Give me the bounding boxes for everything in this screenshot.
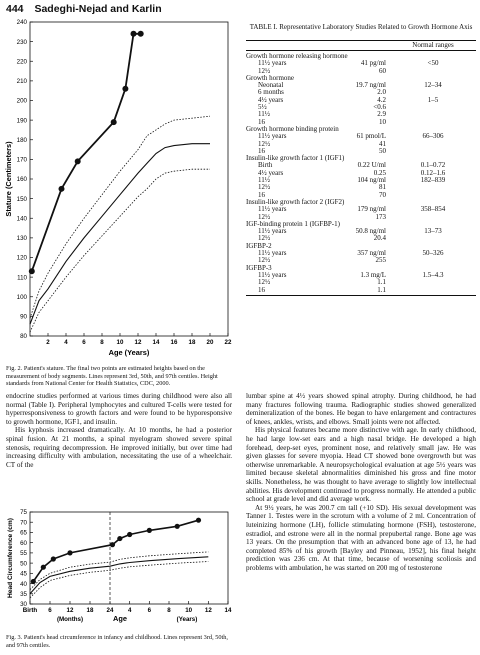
y-tick-label: 75	[20, 509, 27, 517]
x-tick-label: 18	[86, 607, 94, 614]
page-number: 444	[6, 3, 24, 15]
x-axis-label: Age (Years)	[108, 348, 150, 357]
table-cell-value: 1.3 mg/L	[360, 270, 386, 279]
y-tick-label: 130	[16, 235, 27, 243]
table-cell-normal-range: 1.5–4.3	[422, 270, 444, 279]
y-tick-label: 120	[16, 254, 27, 262]
figure-3	[4, 508, 232, 633]
y-tick-label: 220	[16, 58, 27, 66]
x-tick-label: Birth	[22, 607, 38, 614]
x-tick-label: 12	[204, 607, 212, 614]
table-cell-label: 11½	[258, 176, 270, 185]
x-tick-label: 24	[106, 607, 114, 614]
table-cell-value: 81	[379, 183, 386, 192]
table-cell-label: 16	[258, 285, 265, 294]
x-tick-label: 14	[152, 339, 160, 346]
running-authors: Sadeghi-Nejad and Karlin	[34, 3, 162, 15]
data-point	[127, 532, 132, 537]
paragraph: At 9½ years, he was 200.7 cm tall (+10 SD). His sexual development was Tanner 1. Testes were in the scrotum with a volume of 2 ml. Concentration of luteinizing hormone (LH), follicle stimulating hormone (FSH), testosterone, estradiol, and estrone were all in the normal prepubertal range. Bone age was 13 years. On the presumption that with an advanced bone age of 13, he had completed 85% of his growth [Bayley and Pinneau, 1952], his final height prediction was 236 cm. At that time, because of worsening scoliosis and problems with ambulation, he was started on 200 mg of testosterone	[246, 503, 476, 572]
x-tick-label: 18	[188, 339, 196, 346]
table-cell-value: 1.1	[377, 278, 386, 287]
table-cell-normal-range: 182–839	[420, 176, 446, 185]
paragraph: His kyphosis increased dramatically. At 10 months, he had a posterior spinal fusion. At 21 months, a spinal myelogram showed severe spinal stenosis, requiring decompression. He improved initially, but over time had increasing difficulty with ambulation, necessitating the use of a wheelchair. CT of the	[6, 426, 232, 469]
table-cell-value: 10	[379, 117, 386, 126]
y-tick-label: 65	[20, 529, 27, 537]
table-cell-value: 20.4	[373, 234, 386, 243]
table-cell-label: IGFBP-3	[246, 263, 272, 272]
table-cell-value: 255	[375, 256, 386, 265]
table-row	[246, 111, 476, 118]
table-bottom-rule	[246, 295, 476, 296]
table-cell-label: 12½	[258, 256, 271, 265]
y-tick-label: 80	[20, 333, 27, 341]
table-row	[246, 206, 476, 213]
head-circumference-chart	[4, 508, 232, 633]
figure-2-caption: Fig. 2. Patient's stature. The final two points are estimated heights based on the measurement of body segments. Lines represent 3rd, 50th, and 97th centiles. Height standards from National Center for Health Statistics, CDC, 2000.	[6, 365, 218, 388]
x-axis-label: Age	[113, 614, 127, 623]
table-cell-label: 16	[258, 190, 265, 199]
table-row	[246, 250, 476, 257]
y-tick-label: 160	[16, 176, 27, 184]
table-cell-value: 104 ng/ml	[357, 176, 386, 185]
table-cell-normal-range: 13–73	[424, 227, 442, 236]
table-cell-label: Insulin-like growth factor 1 (IGF1)	[246, 154, 345, 163]
paragraph: lumbar spine at 4½ years showed spinal atrophy. During childhood, he had many fractures following trauma. Radiographic studies showed generalized demineralization of the bones. He began to have enlargement and contractures of knees, ankles, wrists, and elbows. Small joints were not affected.	[246, 392, 476, 426]
table-cell-value: 41 pg/ml	[360, 59, 386, 68]
table-cell-normal-range: 0.12–1.6	[420, 168, 446, 177]
data-point	[147, 528, 152, 533]
plot-frame	[30, 512, 228, 604]
table-cell-label: Growth hormone binding protein	[246, 124, 339, 133]
table-row	[246, 279, 476, 286]
y-tick-label: 100	[16, 293, 27, 301]
y-tick-label: 230	[16, 38, 27, 46]
table-cell-label: 11½	[258, 110, 270, 119]
table-cell-value: 0.22 U/ml	[357, 161, 386, 170]
table-cell-label: 12½	[258, 139, 271, 148]
table-cell-value: 179 ng/ml	[357, 205, 386, 214]
table-cell-normal-range: 0.1–0.72	[420, 161, 446, 170]
column-normal-ranges: Normal ranges	[412, 41, 454, 49]
table-cell-normal-range: 12–34	[424, 81, 442, 90]
table-row	[246, 104, 476, 111]
y-tick-label: 240	[16, 19, 27, 27]
x-tick-label: 2	[46, 339, 50, 346]
y-tick-label: 140	[16, 215, 27, 223]
table-cell-value: 4.2	[377, 95, 386, 104]
centile-97-line	[30, 116, 210, 318]
y-tick-label: 60	[20, 539, 27, 547]
table-cell-value: 61 pmol/L	[356, 132, 386, 141]
y-tick-label: 110	[17, 274, 27, 282]
table-cell-label: Growth hormone	[246, 73, 295, 82]
table-row	[246, 133, 476, 140]
y-tick-label: 210	[16, 78, 27, 86]
table-cell-label: 4½ years	[258, 95, 284, 104]
y-tick-label: 30	[20, 601, 27, 609]
table-title: TABLE I. Representative Laboratory Studies Related to Growth Hormone Axis	[249, 23, 473, 31]
table-cell-value: 50	[379, 146, 386, 155]
table-cell-label: 12½	[258, 234, 271, 243]
table-row	[246, 228, 476, 235]
centile-3-line	[30, 169, 210, 332]
table-cell-label: 12½	[258, 212, 271, 221]
data-point	[122, 86, 128, 92]
table-cell-label: 12½	[258, 278, 271, 287]
stature-chart	[4, 18, 232, 363]
table-cell-normal-range: 66–306	[422, 132, 444, 141]
table-cell-label: 12½	[258, 66, 271, 75]
data-point	[110, 542, 115, 547]
y-tick-label: 35	[20, 590, 27, 598]
table-cell-label: 16	[258, 117, 265, 126]
table-cell-normal-range: <50	[427, 59, 439, 68]
table-cell-value: 50.8 ng/ml	[355, 227, 386, 236]
paragraph: endocrine studies performed at various times during childhood were also all normal (Table I). Peripheral lymphocytes and cultured T-cells were tested for hyperresponsiveness to growth factors and were found to be hyporesponsive to growth hormone, IGF1, and insulin.	[6, 392, 232, 426]
table-cell-value: 2.0	[377, 88, 386, 97]
table-cell-normal-range: 358–854	[420, 205, 446, 214]
table-row	[246, 141, 476, 148]
centile-3-line	[30, 562, 208, 598]
data-point	[51, 556, 56, 561]
data-point	[31, 579, 36, 584]
centile-50-line	[30, 557, 208, 594]
table-cell-label: IGFBP-2	[246, 241, 272, 250]
table-cell-label: 11½ years	[258, 205, 287, 214]
data-point	[131, 31, 137, 37]
table-cell-value: 173	[375, 212, 386, 221]
table-cell-label: 11½ years	[258, 270, 287, 279]
x-tick-label: 16	[170, 339, 178, 346]
x-tick-label: 12	[134, 339, 142, 346]
paragraph: His physical features became more distinctive with age. In early childhood, he had large low-set ears and a high nasal bridge. He developed a high forehead, deep-set eyes, prominent nose, and relatively small jaw. He was given glasses for severe myopia. Head CT showed bone overgrowth but was otherwise unremarkable. A neuropsychological evaluation at age 5½ years was limited because skeletal abnormalities diminished his gross and fine motor skills. Nonetheless, he was thought to have average to slightly low intellectual abilities. His development continued to progress normally. He attended a public school at grade level and did average work.	[246, 426, 476, 504]
table-cell-label: Growth hormone releasing hormone	[246, 52, 348, 60]
table-row	[246, 287, 476, 294]
x-tick-label: 6	[147, 607, 152, 614]
y-axis-label: Head Circumference (cm)	[7, 518, 14, 598]
x-tick-label: 8	[100, 339, 104, 346]
data-point	[67, 550, 72, 555]
table-row	[246, 272, 476, 279]
table-cell-label: 5½	[258, 103, 267, 112]
figure-2	[4, 18, 232, 363]
centile-50-line	[30, 144, 210, 325]
x-tick-label: 6	[48, 607, 52, 614]
table-cell-label: 12½	[258, 183, 271, 192]
y-tick-label: 40	[20, 580, 27, 588]
x-tick-label: 12	[66, 607, 74, 614]
table-cell-normal-range: 50–326	[422, 249, 444, 258]
table-row	[246, 184, 476, 191]
table-column-header	[246, 41, 476, 50]
data-point	[75, 158, 81, 164]
y-tick-label: 190	[16, 117, 27, 125]
table-cell-value: <0.6	[373, 103, 386, 112]
x-tick-label: 4	[64, 339, 68, 346]
table-cell-label: 16	[258, 146, 265, 155]
table-cell-label: Insulin-like growth factor 2 (IGF2)	[246, 197, 345, 206]
table-cell-label: 11½ years	[258, 132, 287, 141]
y-tick-label: 200	[16, 97, 27, 105]
patient-head-line	[33, 520, 198, 581]
data-point	[117, 536, 122, 541]
data-point	[41, 565, 46, 570]
table-body	[246, 53, 476, 294]
y-tick-label: 55	[20, 550, 27, 558]
x-tick-label: 10	[116, 339, 124, 346]
y-tick-label: 90	[20, 313, 27, 321]
y-axis-label: Stature (Centimeters)	[4, 141, 13, 217]
table-cell-value: 19.7 ng/ml	[355, 81, 386, 90]
table-header-rule	[246, 50, 476, 51]
table-cell-normal-range: 1–5	[427, 95, 439, 104]
x-tick-label: 6	[82, 339, 86, 346]
data-point	[59, 186, 65, 192]
years-label: (Years)	[176, 616, 198, 623]
x-tick-label: 8	[167, 607, 171, 614]
table-cell-label: 11½ years	[258, 59, 287, 68]
table-cell-value: 2.9	[377, 110, 386, 119]
table-cell-label: 6 months	[258, 88, 284, 97]
y-tick-label: 180	[16, 136, 27, 144]
y-tick-label: 45	[20, 570, 27, 578]
left-column-text	[6, 392, 232, 469]
y-tick-label: 70	[20, 519, 27, 527]
x-tick-label: 20	[206, 339, 214, 346]
data-point	[29, 268, 35, 274]
table-cell-value: 1.1	[377, 285, 386, 294]
table-row	[246, 177, 476, 184]
table-cell-label: 11½ years	[258, 227, 287, 236]
x-tick-label: 10	[185, 607, 193, 614]
data-point	[138, 31, 144, 37]
x-tick-label: 22	[224, 339, 232, 346]
table-row	[246, 235, 476, 242]
running-header	[6, 3, 170, 15]
x-tick-label: 14	[224, 607, 232, 614]
table-cell-label: 4½ years	[258, 168, 284, 177]
data-point	[196, 518, 201, 523]
table-cell-label: IGF-binding protein 1 (IGFBP-1)	[246, 219, 340, 228]
table-cell-label: Neonatal	[258, 81, 284, 90]
table-row	[246, 257, 476, 264]
table-cell-value: 60	[379, 66, 386, 75]
data-point	[111, 119, 117, 125]
lab-table	[246, 40, 476, 296]
months-label: (Months)	[56, 616, 84, 623]
figure-3-caption: Fig. 3. Patient's head circumference in infancy and childhood. Lines represent 3rd, 50th, and 97th centiles.	[6, 634, 228, 649]
table-cell-value: 41	[379, 139, 386, 148]
y-tick-label: 150	[16, 195, 27, 203]
table-row	[246, 60, 476, 67]
table-row	[246, 97, 476, 104]
table-cell-value: 70	[379, 190, 386, 199]
y-tick-label: 170	[16, 156, 27, 164]
table-cell-label: 11½ years	[258, 249, 287, 258]
right-column-text	[246, 392, 476, 572]
x-tick-label: 4	[127, 607, 132, 614]
table-cell-label: Birth	[258, 161, 273, 170]
data-point	[175, 524, 180, 529]
table-cell-value: 357 ng/ml	[357, 249, 386, 258]
table-cell-value: 0.25	[373, 168, 386, 177]
y-tick-label: 50	[20, 560, 27, 568]
